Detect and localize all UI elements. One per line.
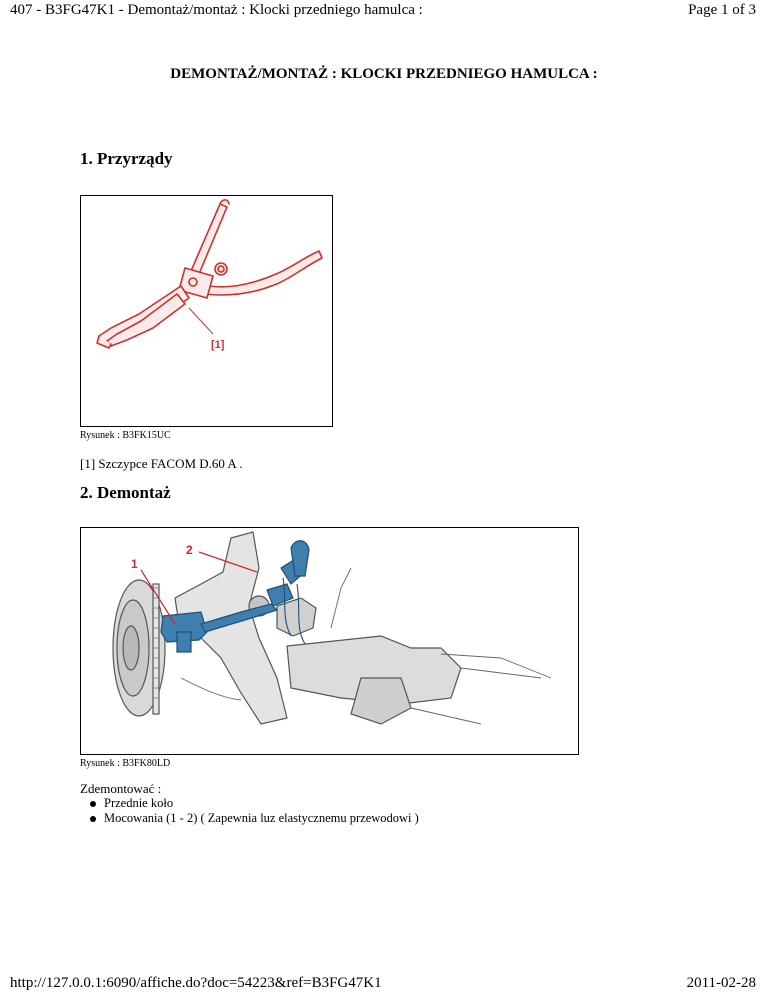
list-item: Przednie koło bbox=[86, 796, 419, 811]
removal-intro: Zdemontować : bbox=[80, 781, 162, 796]
figure-pliers bbox=[80, 195, 333, 427]
callout-1: 1 bbox=[131, 557, 138, 571]
pliers-illustration bbox=[81, 196, 332, 426]
section-title-removal: 2. Demontaż bbox=[80, 483, 171, 502]
figure-caption-removal: Rysunek : B3FK80LD bbox=[80, 758, 171, 769]
page-header-title: 407 - B3FG47K1 - Demontaż/montaż : Klocki przedniego hamulca : bbox=[10, 2, 423, 18]
callout-tool-1: [1] bbox=[211, 339, 225, 351]
figure-brake-assembly bbox=[80, 527, 579, 755]
section-title-tools: 1. Przyrządy bbox=[80, 149, 173, 168]
document-title: DEMONTAŻ/MONTAŻ : KLOCKI PRZEDNIEGO HAMULCA : bbox=[170, 66, 598, 82]
callout-2: 2 bbox=[186, 543, 193, 557]
figure-caption-tools: Rysunek : B3FK15UC bbox=[80, 430, 171, 441]
removal-steps-list bbox=[86, 796, 419, 826]
page-number: Page 1 of 3 bbox=[688, 2, 756, 18]
bullet-icon bbox=[90, 816, 96, 822]
tool-note: [1] Szczypce FACOM D.60 A . bbox=[80, 456, 243, 471]
footer-url: http://127.0.0.1:6090/affiche.do?doc=54223&ref=B3FG47K1 bbox=[10, 975, 382, 991]
list-item: Mocowania (1 - 2) ( Zapewnia luz elastycznemu przewodowi ) bbox=[86, 811, 419, 826]
footer-date: 2011-02-28 bbox=[686, 975, 756, 991]
bullet-icon bbox=[90, 801, 96, 807]
brake-assembly-illustration bbox=[81, 528, 578, 754]
